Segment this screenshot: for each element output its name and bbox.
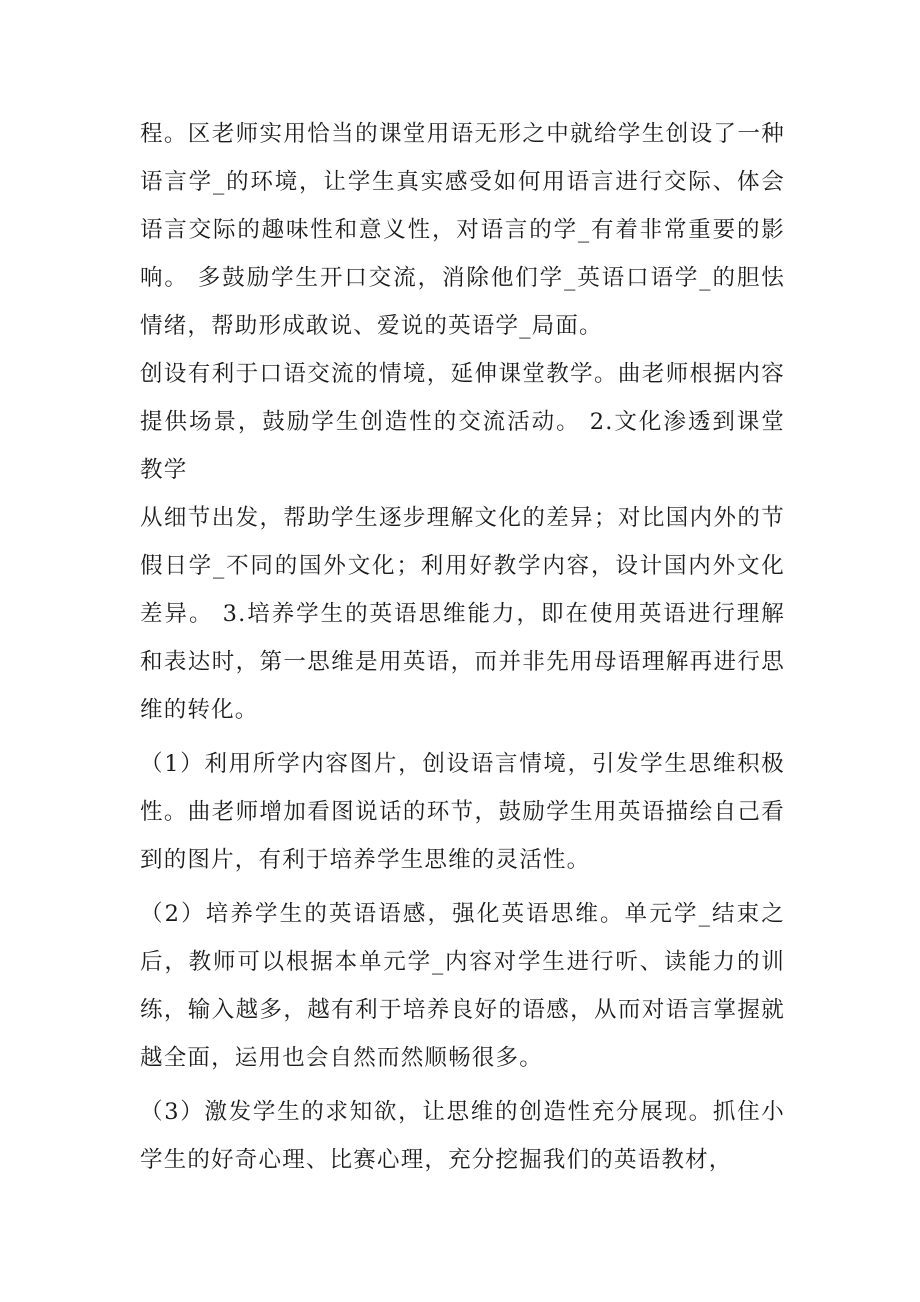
paragraph-2: 创设有利于口语交流的情境，延伸课堂教学。曲老师根据内容提供场景，鼓励学生创造性的交流活动。 2.文化渗透到课堂教学: [140, 361, 785, 483]
paragraph-5: （2）培养学生的英语语感，强化英语思维。单元学_结束之后，教师可以根据本单元学_内容对学生进行听、读能力的训练，输入越多，越有利于培养良好的语感，从而对语言掌握就越全面，运用也会自然而然顺畅很多。: [140, 901, 785, 1071]
paragraph-4: （1）利用所学内容图片，创设语言情境，引发学生思维积极性。曲老师增加看图说话的环节，鼓励学生用英语描绘自己看到的图片，有利于培养学生思维的灵活性。: [140, 751, 785, 873]
paragraph-6: （3）激发学生的求知欲，让思维的创造性充分展现。抓住小学生的好奇心理、比赛心理，充分挖掘我们的英语教材，: [140, 1099, 785, 1173]
paragraph-3: 从细节出发，帮助学生逐步理解文化的差异；对比国内外的节假日学_不同的国外文化；利用好教学内容，设计国内外文化差异。 3.培养学生的英语思维能力，即在使用英语进行理解和表达时，第一思维是用英语，而并非先用母语理解再进行思维的转化。: [140, 505, 785, 723]
document-body: [140, 110, 785, 1184]
paragraph-1: 程。区老师实用恰当的课堂用语无形之中就给学生创设了一种语言学_的环境，让学生真实感受如何用语言进行交际、体会语言交际的趣味性和意义性，对语言的学_有着非常重要的影响。 多鼓励学生开口交流，消除他们学_英语口语学_的胆怯情绪，帮助形成敢说、爱说的英语学_局面。: [140, 121, 785, 339]
